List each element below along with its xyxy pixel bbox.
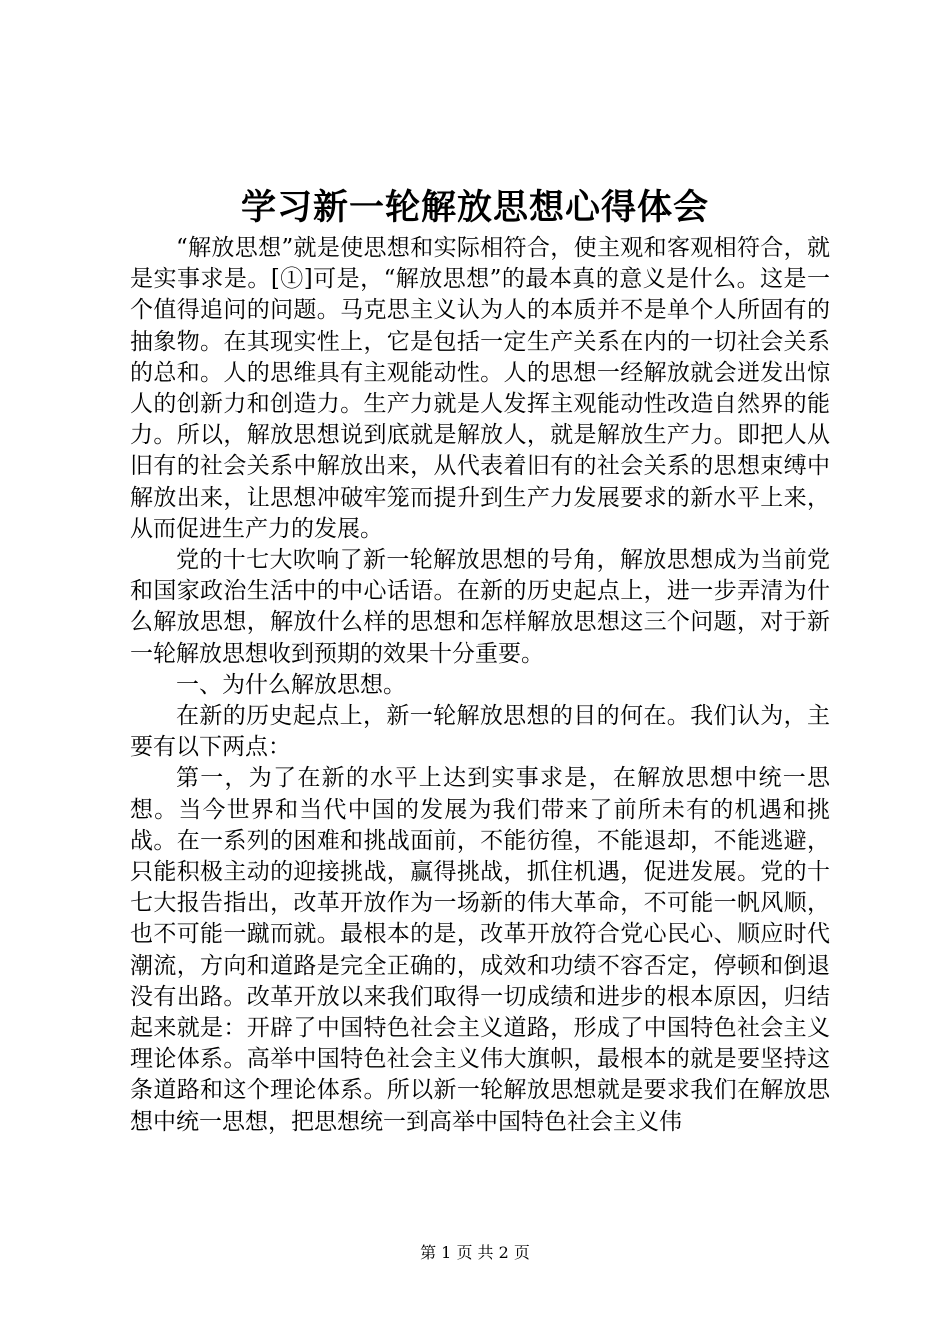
paragraph-4: 第一，为了在新的水平上达到实事求是，在解放思想中统一思想。当今世界和当代中国的发展为我们带来了前所未有的机遇和挑战。在一系列的困难和挑战面前，不能彷徨，不能退却，不能逃避，只能积极主动的迎接挑战，赢得挑战，抓住机遇，促进发展。党的十七大报告指出，改革开放作为一场新的伟大革命，不可能一帆风顺，也不可能一蹴而就。最根本的是，改革开放符合党心民心、顺应时代潮流，方向和道路是完全正确的，成效和功绩不容否定，停顿和倒退没有出路。改革开放以来我们取得一切成绩和进步的根本原因，归结起来就是：开辟了中国特色社会主义道路，形成了中国特色社会主义理论体系。高举中国特色社会主义伟大旗帜，最根本的就是要坚持这条道路和这个理论体系。所以新一轮解放思想就是要求我们在解放思想中统一思想，把思想统一到高举中国特色社会主义伟 xyxy=(130,765,830,1135)
section-heading: 一、为什么解放思想。 xyxy=(176,671,406,698)
paragraph-1: “解放思想”就是使思想和实际相符合，使主观和客观相符合，就是实事求是。[①]可是，“解放思想”的最本真的意义是什么。这是一个值得追问的问题。马克思主义认为人的本质并不是单个人所固有的抽象物。在其现实性上，它是包括一定生产关系在内的一切社会关系的总和。人的思维具有主观能动性。人的思想一经解放就会迸发出惊人的创新力和创造力。生产力就是人发挥主观能动性改造自然界的能力。所以，解放思想说到底就是解放人，就是解放生产力。即把人从旧有的社会关系中解放出来，从代表着旧有的社会关系的思想束缚中解放出来，让思想冲破牢笼而提升到生产力发展要求的新水平上来，从而促进生产力的发展。 xyxy=(130,235,830,542)
document-title: 学习新一轮解放思想心得体会 xyxy=(240,187,709,228)
paragraph-2: 党的十七大吹响了新一轮解放思想的号角，解放思想成为当前党和国家政治生活中的中心话语。在新的历史起点上，进一步弄清为什么解放思想，解放什么样的思想和怎样解放思想这三个问题，对于新一轮解放思想收到预期的效果十分重要。 xyxy=(130,547,830,667)
document-body xyxy=(130,233,830,1138)
paragraph-3: 在新的历史起点上，新一轮解放思想的目的何在。我们认为，主要有以下两点： xyxy=(130,703,830,761)
page-footer: 第 1 页 共 2 页 xyxy=(420,1243,530,1262)
